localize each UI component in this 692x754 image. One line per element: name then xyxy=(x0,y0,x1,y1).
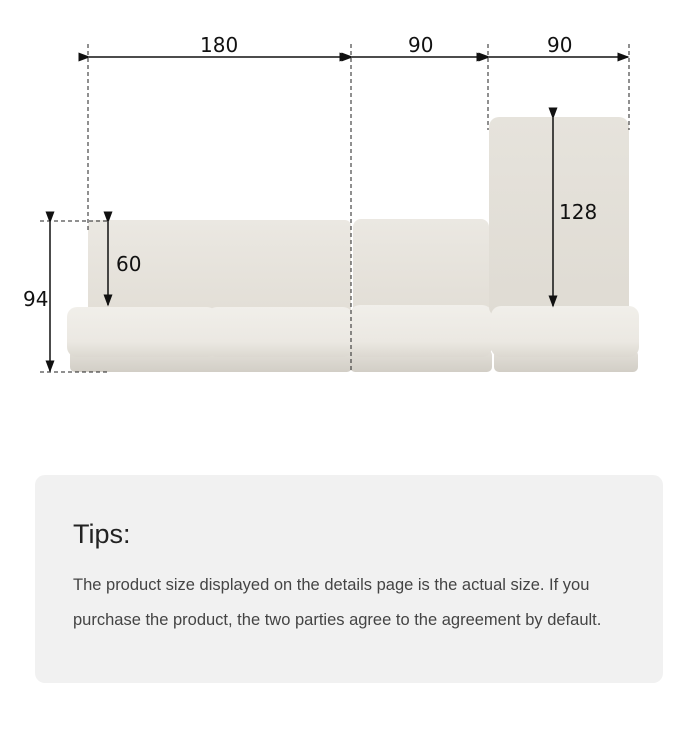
sofa-left-section xyxy=(67,220,353,372)
width-label-left: 180 xyxy=(200,33,239,57)
tips-title: Tips: xyxy=(73,519,131,549)
width-label-middle: 90 xyxy=(408,33,434,57)
sofa-right-section xyxy=(489,117,639,372)
height-label-overall: 94 xyxy=(23,287,49,311)
tips-text: The product size displayed on the details page is the actual size. If you purchase the product, the two parties agree to the agreement by default. xyxy=(73,576,602,629)
width-label-right: 90 xyxy=(547,33,573,57)
height-label-backrest: 60 xyxy=(116,252,142,276)
sofa-middle-section xyxy=(350,219,492,372)
height-label-tall-backrest: 128 xyxy=(559,200,598,224)
tips-panel xyxy=(35,475,663,683)
